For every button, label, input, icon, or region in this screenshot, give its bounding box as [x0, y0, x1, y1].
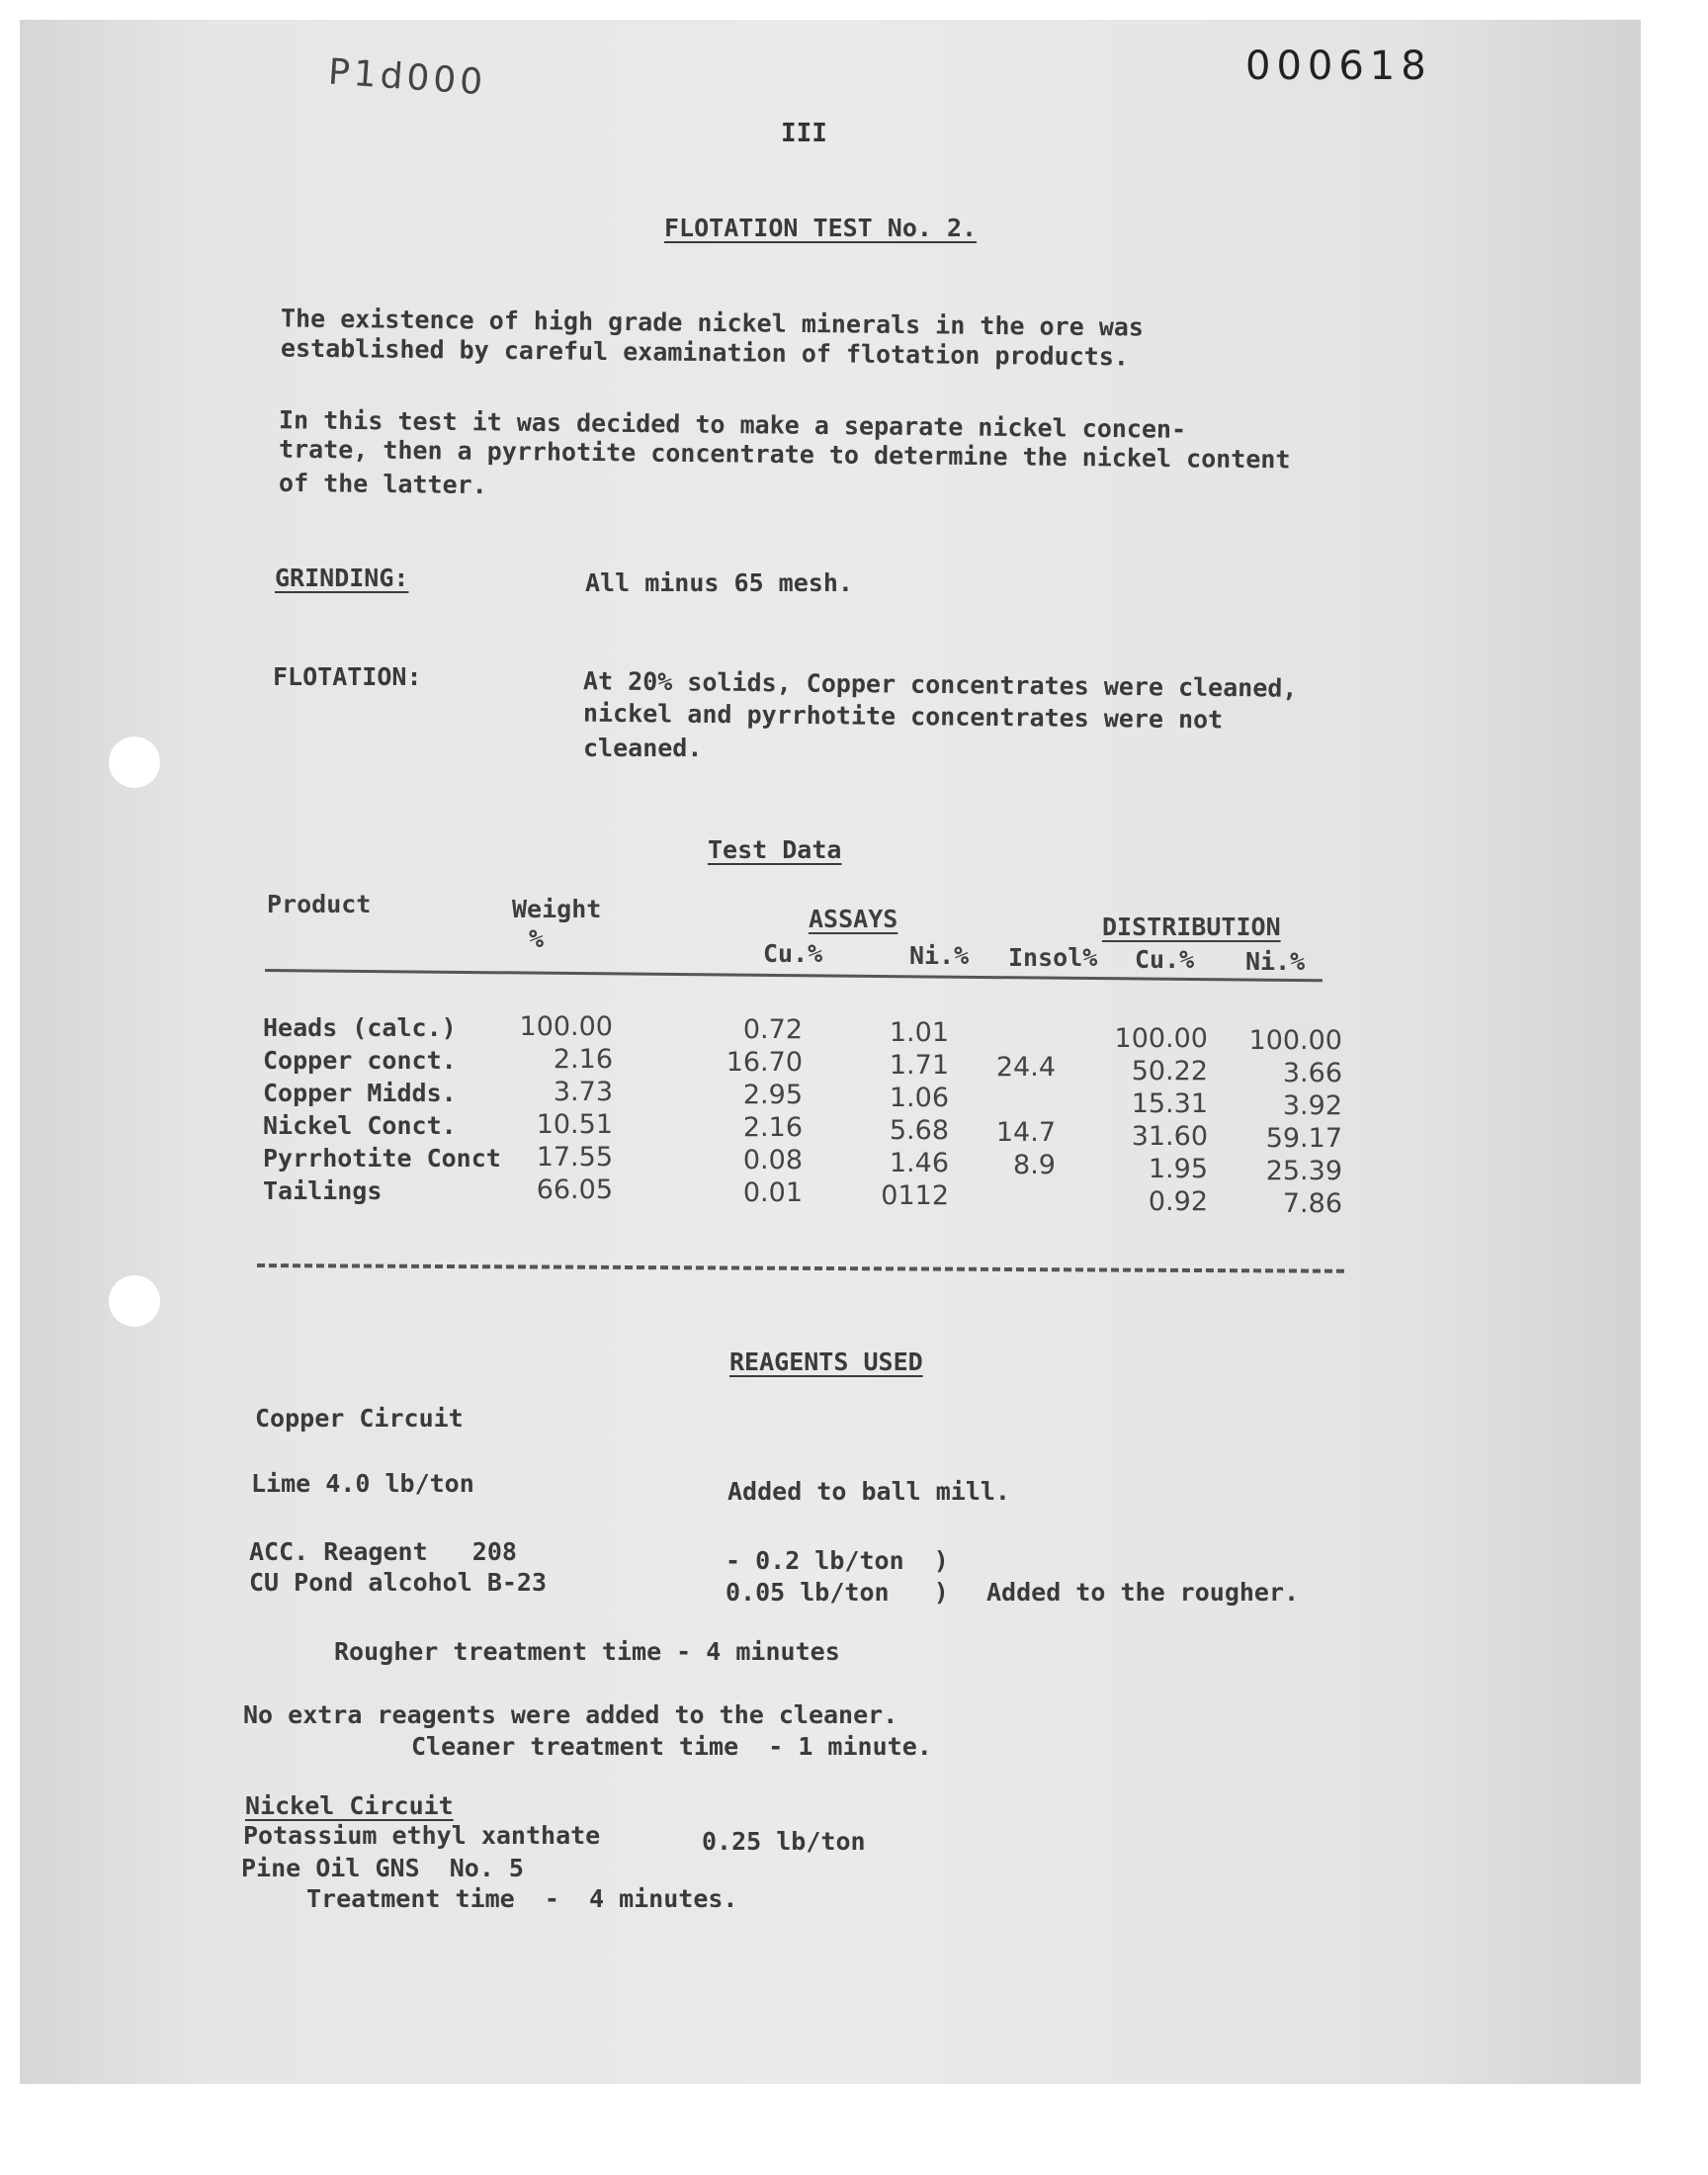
row-cu: 2.95 [742, 1080, 803, 1110]
row-ni: 1.46 [889, 1148, 949, 1178]
header-product: Product [267, 890, 372, 918]
flotation-label: FLOTATION: [273, 662, 422, 691]
punch-hole-top [109, 737, 160, 788]
rougher-time: Rougher treatment time - 4 minutes [334, 1637, 840, 1666]
row-dist-cu: 15.31 [1131, 1088, 1208, 1119]
row-dist-cu: 50.22 [1131, 1056, 1208, 1087]
treatment-time: Treatment time - 4 minutes. [306, 1884, 738, 1913]
section-number: III [781, 119, 827, 148]
intro-para1-line2: established by careful examination of flotation products. [280, 333, 1130, 372]
header-distribution: DISTRIBUTION [1102, 913, 1281, 941]
row-dist-cu: 100.00 [1114, 1023, 1208, 1054]
row-product: Pyrrhotite Conct [263, 1144, 501, 1173]
row-dist-ni: 3.92 [1282, 1090, 1342, 1121]
row-cu: 0.72 [742, 1014, 803, 1045]
row-ni: 1.06 [889, 1083, 949, 1113]
row-dist-ni: 25.39 [1265, 1156, 1342, 1186]
copper-circuit-heading: Copper Circuit [255, 1404, 464, 1433]
row-dist-ni: 3.66 [1282, 1058, 1342, 1088]
punch-hole-bottom [109, 1275, 160, 1327]
nickel-circuit-heading: Nickel Circuit [245, 1791, 454, 1820]
rougher-note: Added to the rougher. [986, 1578, 1300, 1607]
pex-line: Potassium ethyl xanthate [243, 1821, 601, 1850]
reagents-title: REAGENTS USED [729, 1348, 923, 1376]
row-cu: 16.70 [726, 1047, 803, 1078]
row-cu: 0.01 [742, 1177, 803, 1208]
document-page [20, 20, 1641, 2084]
lime-note: Added to ball mill. [727, 1477, 1010, 1506]
grinding-label: GRINDING: [275, 564, 409, 592]
row-weight: 3.73 [553, 1077, 613, 1107]
intro-para2-line2: trate, then a pyrrhotite concentrate to determine the nickel content [278, 434, 1291, 475]
acc-reagent-dose: - 0.2 lb/ton ) [726, 1546, 949, 1575]
row-weight: 2.16 [553, 1044, 613, 1075]
row-product: Heads (calc.) [263, 1013, 457, 1042]
row-dist-cu: 31.60 [1131, 1121, 1208, 1152]
header-weight: Weight [512, 895, 602, 923]
row-dist-ni: 7.86 [1282, 1188, 1342, 1219]
row-insol: 24.4 [995, 1052, 1056, 1083]
test-data-title: Test Data [708, 835, 842, 864]
intro-para1-line1: The existence of high grade nickel minerals in the ore was [280, 304, 1145, 342]
pex-dose: 0.25 lb/ton [702, 1827, 866, 1856]
row-ni: 1.71 [889, 1050, 949, 1081]
row-product: Copper conct. [263, 1046, 457, 1075]
document-id-left: P1d000 [326, 51, 488, 104]
flotation-line2: nickel and pyrrhotite concentrates were not [582, 698, 1224, 735]
grinding-value: All minus 65 mesh. [585, 568, 853, 597]
row-dist-ni: 100.00 [1248, 1025, 1342, 1056]
flotation-line3: cleaned. [583, 734, 703, 762]
row-dist-cu: 0.92 [1148, 1186, 1208, 1217]
row-dist-cu: 1.95 [1148, 1154, 1208, 1184]
document-id-right: 000618 [1245, 44, 1432, 89]
row-weight: 10.51 [536, 1109, 613, 1140]
header-assays: ASSAYS [809, 905, 898, 933]
row-dist-ni: 59.17 [1265, 1123, 1342, 1154]
row-ni: 0112 [881, 1180, 949, 1211]
lime-line: Lime 4.0 lb/ton [251, 1469, 474, 1498]
row-product: Nickel Conct. [263, 1111, 457, 1140]
header-weight-unit: % [529, 924, 545, 953]
header-cu: Cu.% [763, 939, 823, 968]
row-cu: 0.08 [742, 1145, 803, 1175]
row-weight: 66.05 [536, 1174, 613, 1205]
row-product: Copper Midds. [263, 1079, 457, 1107]
row-cu: 2.16 [742, 1112, 803, 1143]
acc-reagent-line: ACC. Reagent 208 [249, 1537, 517, 1566]
row-weight: 17.55 [536, 1142, 613, 1173]
intro-para2-line3: of the latter. [278, 468, 487, 500]
header-dist-cu: Cu.% [1135, 945, 1195, 974]
row-ni: 5.68 [889, 1115, 949, 1146]
row-insol: 14.7 [995, 1117, 1056, 1148]
pine-oil-line: Pine Oil GNS No. 5 [241, 1854, 524, 1882]
header-dist-ni: Ni.% [1245, 947, 1306, 976]
cu-pond-dose: 0.05 lb/ton ) [726, 1578, 949, 1607]
row-ni: 1.01 [889, 1017, 949, 1048]
row-weight: 100.00 [519, 1011, 613, 1042]
row-product: Tailings [263, 1176, 383, 1205]
cu-pond-line: CU Pond alcohol B-23 [249, 1568, 548, 1597]
header-insol: Insol% [1008, 943, 1098, 972]
intro-para2-line1: In this test it was decided to make a separate nickel concen- [278, 405, 1187, 444]
cleaner-line2: Cleaner treatment time - 1 minute. [411, 1732, 932, 1761]
header-ni: Ni.% [909, 941, 970, 970]
cleaner-line1: No extra reagents were added to the cleaner. [243, 1700, 898, 1729]
row-insol: 8.9 [1013, 1150, 1056, 1180]
dashed-divider [257, 1263, 1344, 1273]
flotation-line1: At 20% solids, Copper concentrates were cleaned, [582, 666, 1298, 703]
page-title: FLOTATION TEST No. 2. [664, 214, 978, 242]
